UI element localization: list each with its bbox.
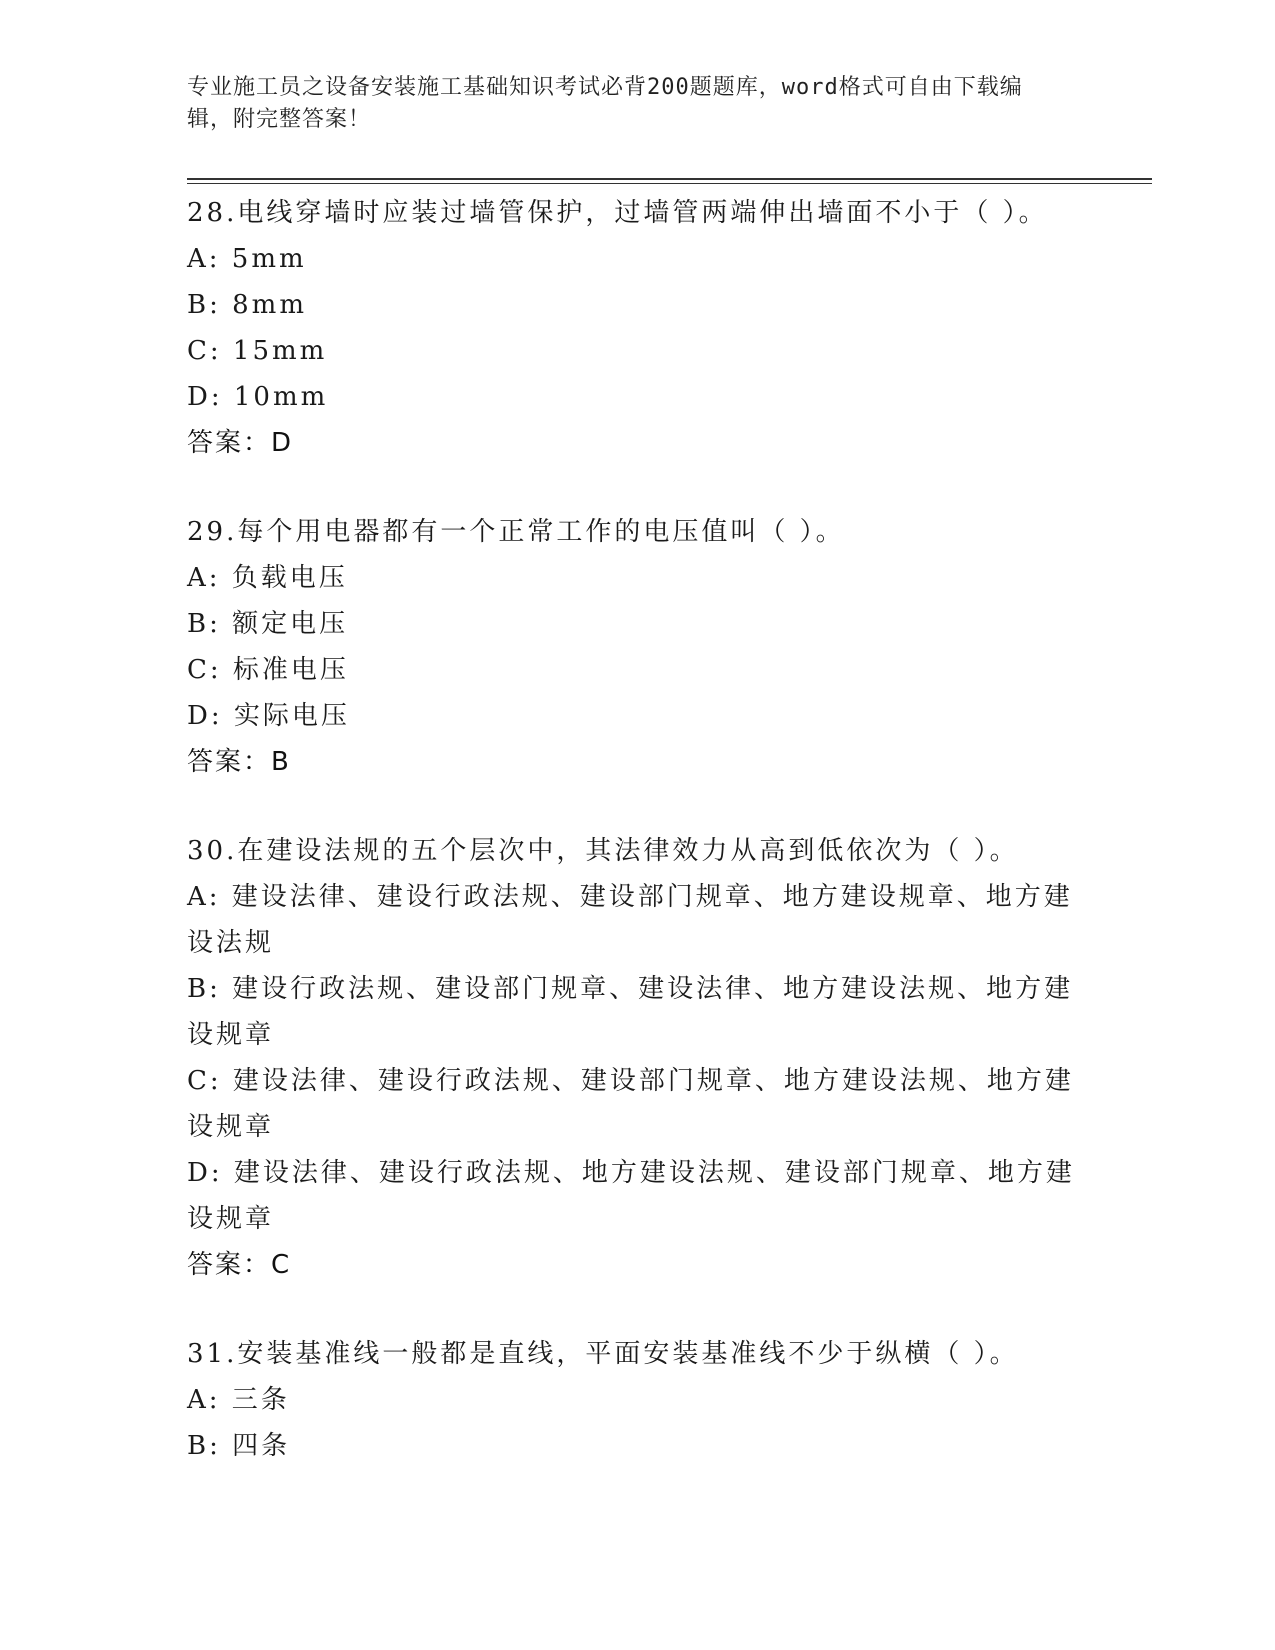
header-divider-thin bbox=[187, 183, 1152, 184]
header-divider-thick bbox=[187, 178, 1152, 180]
question-stem: 30.在建设法规的五个层次中，其法律效力从高到低依次为（ ）。 bbox=[187, 836, 1019, 866]
option-a: A: 建设法律、建设行政法规、建设部门规章、地方建设规章、地方建设法规 bbox=[187, 882, 1073, 958]
option-c: C: 15mm bbox=[187, 336, 328, 366]
question-31 bbox=[187, 1331, 1087, 1469]
question-stem: 29.每个用电器都有一个正常工作的电压值叫（ ）。 bbox=[187, 517, 845, 547]
question-29 bbox=[187, 509, 1087, 785]
answer-line: 答案：D bbox=[187, 428, 294, 458]
option-d: D: 实际电压 bbox=[187, 701, 350, 731]
option-d: D: 建设法律、建设行政法规、地方建设法规、建设部门规章、地方建设规章 bbox=[187, 1158, 1075, 1234]
answer-line: 答案：B bbox=[187, 747, 291, 777]
answer-line: 答案：C bbox=[187, 1250, 292, 1280]
option-b: B: 8mm bbox=[187, 290, 307, 320]
option-a: A: 三条 bbox=[187, 1385, 290, 1415]
question-list bbox=[187, 190, 1087, 1469]
option-b: B: 建设行政法规、建设部门规章、建设法律、地方建设法规、地方建设规章 bbox=[187, 974, 1074, 1050]
option-b: B: 额定电压 bbox=[187, 609, 349, 639]
option-c: C: 标准电压 bbox=[187, 655, 349, 685]
option-d: D: 10mm bbox=[187, 382, 329, 412]
option-c: C: 建设法律、建设行政法规、建设部门规章、地方建设法规、地方建设规章 bbox=[187, 1066, 1074, 1142]
question-28 bbox=[187, 190, 1087, 466]
question-stem: 31.安装基准线一般都是直线，平面安装基准线不少于纵横（ ）。 bbox=[187, 1339, 1019, 1369]
question-stem: 28.电线穿墙时应装过墙管保护，过墙管两端伸出墙面不小于（ ）。 bbox=[187, 198, 1048, 228]
option-b: B: 四条 bbox=[187, 1431, 291, 1461]
question-30 bbox=[187, 828, 1087, 1288]
option-a: A: 负载电压 bbox=[187, 563, 348, 593]
document-header: 专业施工员之设备安装施工基础知识考试必背200题题库，word格式可自由下载编辑，附完整答案！ bbox=[187, 75, 1023, 132]
option-a: A: 5mm bbox=[187, 244, 307, 274]
